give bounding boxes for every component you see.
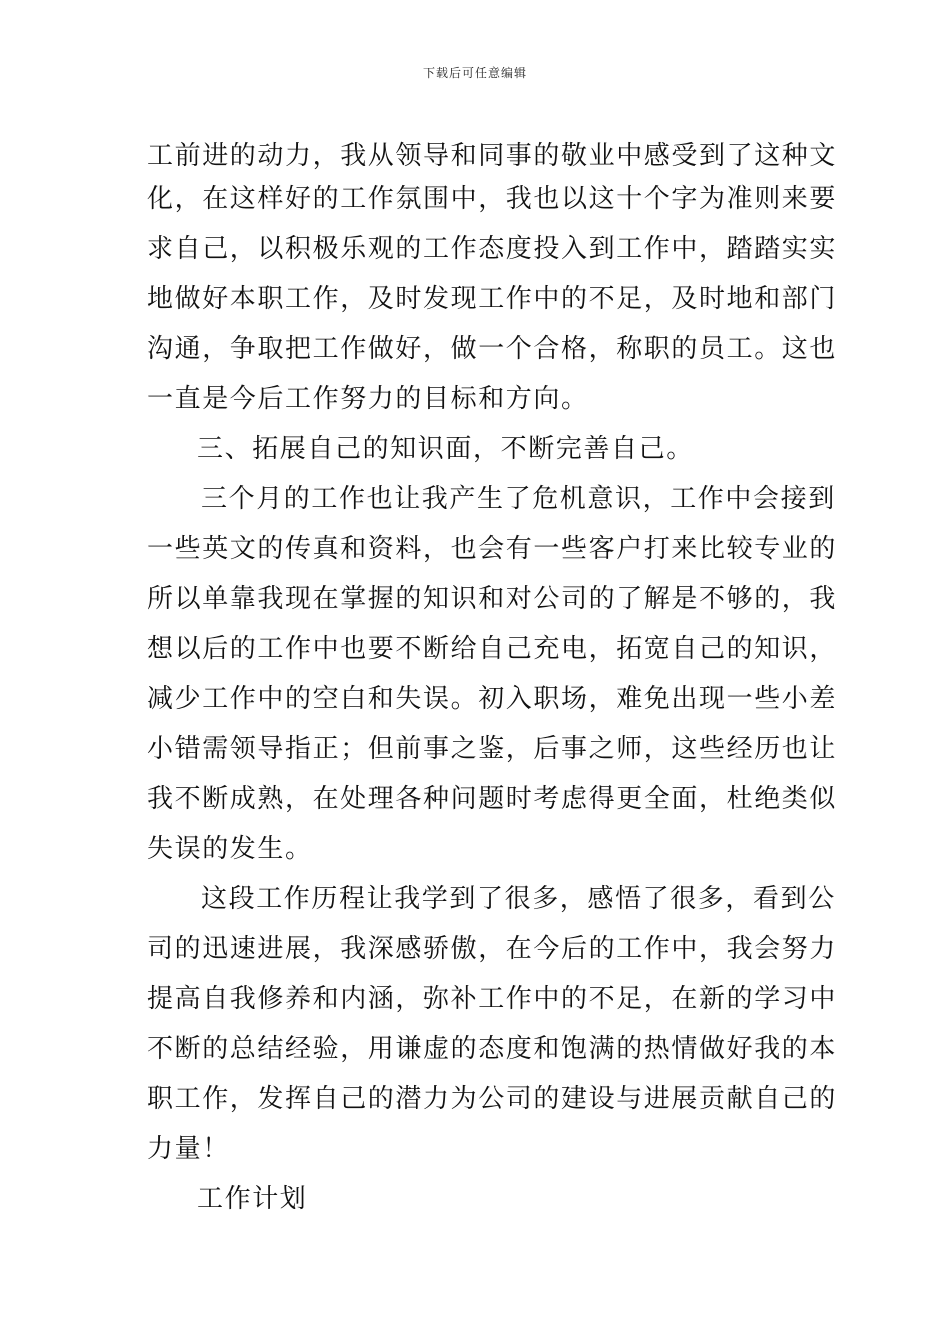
body-line: 三个月的工作也让我产生了危机意识，工作中会接到 xyxy=(201,484,836,514)
body-line: 减少工作中的空白和失误。初入职场，难免出现一些小差 xyxy=(147,684,838,714)
body-line: 一直是今后工作努力的目标和方向。 xyxy=(147,384,589,414)
body-line: 所以单靠我现在掌握的知识和对公司的了解是不够的，我 xyxy=(147,584,838,614)
section-heading: 工作计划 xyxy=(197,1184,308,1214)
body-line: 想以后的工作中也要不断给自己充电，拓宽自己的知识， xyxy=(147,634,838,664)
body-line: 化，在这样好的工作氛围中，我也以这十个字为准则来要 xyxy=(147,184,838,214)
body-line: 求自己，以积极乐观的工作态度投入到工作中，踏踏实实 xyxy=(147,234,838,264)
body-line: 这段工作历程让我学到了很多，感悟了很多，看到公 xyxy=(201,884,836,914)
body-line: 失误的发生。 xyxy=(147,834,313,864)
page-header: 下载后可任意编辑 xyxy=(422,66,527,80)
body-line: 工前进的动力，我从领导和同事的敬业中感受到了这种文 xyxy=(147,141,838,171)
body-line: 职工作，发挥自己的潜力为公司的建设与进展贡献自己的 xyxy=(147,1084,838,1114)
body-line: 一些英文的传真和资料，也会有一些客户打来比较专业的 xyxy=(147,534,838,564)
body-line: 司的迅速进展，我深感骄傲，在今后的工作中，我会努力 xyxy=(147,934,838,964)
body-line: 沟通，争取把工作做好，做一个合格，称职的员工。这也 xyxy=(147,334,838,364)
body-line: 提高自我修养和内涵，弥补工作中的不足，在新的学习中 xyxy=(147,984,838,1014)
section-heading: 三、拓展自己的知识面，不断完善自己。 xyxy=(197,434,694,464)
body-line: 小错需领导指正；但前事之鉴，后事之师，这些经历也让 xyxy=(147,734,838,764)
body-line: 地做好本职工作，及时发现工作中的不足，及时地和部门 xyxy=(147,284,838,314)
body-line: 我不断成熟，在处理各种问题时考虑得更全面，杜绝类似 xyxy=(147,784,838,814)
body-line: 不断的总结经验，用谦虚的态度和饱满的热情做好我的本 xyxy=(147,1034,838,1064)
body-line: 力量！ xyxy=(147,1134,230,1164)
